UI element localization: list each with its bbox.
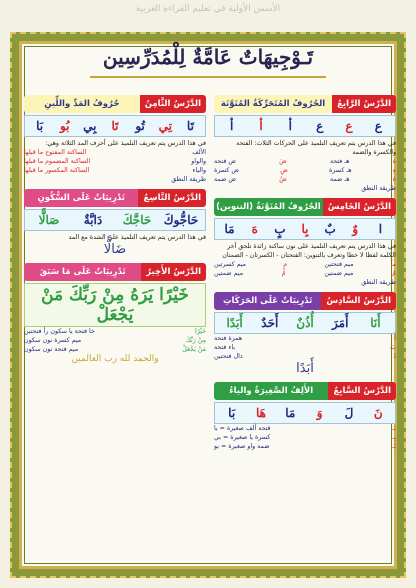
lesson-last-row	[24, 345, 206, 354]
letter: حَاجُّوكَ	[163, 213, 199, 227]
letter: هَا	[256, 406, 266, 420]
row-cell: هُ	[392, 176, 396, 183]
row-cell: همزة فتحة	[214, 335, 243, 342]
row-cell: ميم فتحتين	[324, 261, 354, 268]
letter: دَابَّةٌ	[83, 213, 103, 227]
lesson-9-letters	[24, 209, 206, 231]
lesson-9-name: تَدْرِيبَاتٌ عَلَى السُّكُونِ	[24, 189, 138, 207]
lesson-6-row	[214, 343, 396, 352]
letter: تَا	[111, 119, 119, 133]
row-cell: ميم ضمتين	[324, 270, 354, 277]
row-cell: الألف	[192, 149, 206, 156]
letter: بٌ	[324, 222, 336, 236]
row-cell: ض ضمة	[214, 176, 237, 183]
lesson-5	[214, 198, 396, 286]
row-cell: مٌ	[281, 270, 286, 277]
row-cell: ميم فتحة نون سكون	[24, 346, 79, 353]
letter: تَا	[186, 119, 194, 133]
letter: بِا	[301, 222, 309, 236]
row-cell: مٍ	[283, 261, 288, 268]
letter: أَحَدٌ	[261, 316, 279, 330]
letter: تِي	[158, 119, 172, 133]
lesson-5-header	[214, 198, 396, 216]
letter: لَ	[344, 406, 354, 420]
row-cell: هِ	[392, 167, 396, 174]
letter: بَا	[228, 406, 236, 420]
letter: تُو	[135, 119, 145, 133]
lesson-7-row	[214, 442, 396, 451]
lesson-last-header	[24, 263, 206, 281]
lesson-4-letters	[214, 115, 396, 137]
lesson-8-row	[24, 148, 206, 157]
lesson-4-method: طريقة النطق	[361, 185, 396, 192]
lesson-4-number: الدَّرْسُ الرَّابِعُ	[332, 95, 396, 113]
row-cell: ميم كسرة نون سكون	[24, 337, 82, 344]
letter: مَا	[285, 406, 296, 420]
lesson-7-row	[214, 424, 396, 433]
lesson-6	[214, 292, 396, 376]
letter: وَ	[316, 406, 323, 420]
row-cell: مَنْ يَجْعَلْ	[182, 346, 206, 353]
row-cell: باء فتحة	[214, 344, 235, 351]
row-cell: بُـ	[392, 443, 396, 450]
lesson-last	[24, 263, 206, 364]
row-cell: هـ ضمة	[329, 176, 350, 183]
left-column	[24, 95, 206, 561]
letter: أَنَا	[370, 316, 381, 330]
lesson-7-name: الأَلِفُ الصَّغِيرَةُ والياءُ	[214, 382, 328, 400]
row-cell: خا فتحة يا سكون رأ فتحتين	[24, 328, 95, 335]
row-cell: ميم ضمتين	[214, 270, 244, 277]
lesson-7-letters	[214, 402, 396, 424]
letter: بُو	[59, 119, 70, 133]
lesson-last-row	[24, 327, 206, 336]
letter: مَا	[224, 222, 235, 236]
row-cell: فتحة ألف صغيرة = با	[214, 425, 271, 432]
lesson-4-header	[214, 95, 396, 113]
letter: وٌ	[352, 222, 359, 236]
lesson-8-row	[24, 166, 206, 175]
letter: أ	[229, 119, 234, 133]
lesson-9	[24, 189, 206, 257]
letter: نَ	[373, 406, 383, 420]
lesson-6-row	[214, 334, 396, 343]
right-column	[214, 95, 396, 561]
lesson-8-method: طريقة النطق	[171, 176, 206, 183]
row-cell: الساكنة المكسور ما قبلها	[24, 167, 90, 174]
lesson-6-example: أَبَدًا	[296, 361, 314, 376]
row-cell: الساكنة المفتوح ما قبلها	[24, 149, 87, 156]
header-ghost-text: الأسس الأولية في تعليم القراءة العربية	[135, 4, 281, 14]
lesson-5-name: الحُرُوفُ المُنَوَّنَةُ (التنوين)	[214, 198, 323, 216]
lesson-4-row	[214, 175, 396, 184]
row-cell: بِـ	[392, 434, 396, 441]
row-cell: والواو	[191, 158, 206, 165]
lesson-7-number: الدَّرْسُ السَّابِعُ	[328, 382, 396, 400]
row-cell: ض فتحة	[214, 158, 236, 165]
lesson-4-row	[214, 157, 396, 166]
lesson-4	[214, 95, 396, 192]
lesson-9-number: الدَّرْسُ التَّاسِعُ	[138, 189, 206, 207]
lesson-4-name: الحُرُوفُ المُتَحَرِّكَةُ المُنَوَّنَة	[214, 95, 332, 113]
lesson-8-header	[24, 95, 206, 113]
letter: ع	[345, 119, 353, 133]
lesson-8-text: في هذا الدرس يتم تعريف التلميذ على أحرف المد الثلاثة وهي:	[45, 140, 206, 147]
letter: ع	[316, 119, 324, 133]
letter: بَا	[36, 119, 44, 133]
lesson-8-row	[24, 157, 206, 166]
page-title: تَـوْجِيهَاتٌ عَامَّةٌ لِلْمُدَرِّسِين	[102, 45, 314, 69]
row-cell: مِنْ رَبِّكَ	[185, 337, 206, 344]
row-cell: أَ	[394, 335, 396, 342]
lesson-5-row	[214, 260, 396, 269]
lesson-8-number: الدَّرْسُ الثَّامِنُ	[140, 95, 206, 113]
lesson-6-name: تَدْرِيبَاتٌ عَلَى الحَرَكَاتِ	[214, 292, 321, 310]
row-cell: ض كسرة	[214, 167, 240, 174]
lesson-6-number: الدَّرْسُ السَّادِسُ	[321, 292, 396, 310]
letter: بِي	[83, 119, 97, 133]
row-cell: ضَ	[279, 158, 287, 165]
row-cell: هـ كسرة	[328, 167, 352, 174]
row-cell: هـ فتحة	[329, 158, 350, 165]
letter: بٍ	[274, 222, 286, 236]
lesson-4-text: في هذا الدرس يتم تعريف التلميذ على الحركات الثلاث: الفتحة والكسرة والضمة	[236, 140, 396, 156]
lesson-8-letters	[24, 115, 206, 137]
letter: حَاجَّكَ	[122, 213, 152, 227]
letter: أَمَرَ	[332, 316, 349, 330]
closing-phrase: والحمد لله رب العالمين	[71, 354, 159, 364]
letter: صَالًّا	[38, 213, 60, 227]
row-cell: ضِ	[280, 167, 288, 174]
lesson-4-row	[214, 166, 396, 175]
lesson-5-method: طريقة النطق	[361, 279, 396, 286]
lesson-last-name: تَدْرِيبَاتٌ عَلَى مَا سَبَقَ	[24, 263, 141, 281]
lesson-9-header	[24, 189, 206, 207]
letter: أُذُنٌ	[296, 316, 314, 330]
row-cell: هَ	[392, 158, 396, 165]
row-cell: ماً	[390, 261, 396, 268]
row-cell: ضمة واو صغيرة = بو	[214, 443, 270, 450]
row-cell: خَيْرًا	[194, 328, 206, 335]
row-cell: ضُ	[279, 176, 287, 183]
row-cell: دً	[393, 353, 396, 360]
lesson-9-example: ضَالًّا	[103, 242, 127, 257]
lesson-6-header	[214, 292, 396, 310]
lesson-8	[24, 95, 206, 183]
letter: هَ	[251, 222, 258, 236]
row-cell: الساكنة المضموم ما قبلها	[24, 158, 91, 165]
letter: أَبَدًا	[226, 316, 243, 330]
lesson-8-name: حُرُوفُ المَدِّ واللِّينِ	[24, 95, 140, 113]
row-cell: كسرة يا صغيرة = بي	[214, 434, 271, 441]
row-cell: ميم كسرتين	[214, 261, 247, 268]
lesson-5-letters	[214, 218, 396, 240]
lesson-5-number: الدَّرْسُ الخَامِسُ	[323, 198, 396, 216]
letter: أ	[288, 119, 292, 133]
row-cell: بَـ	[392, 425, 396, 432]
row-cell: مٌ	[392, 270, 396, 277]
lesson-5-row	[214, 269, 396, 278]
lesson-7-header	[214, 382, 396, 400]
letter: أ	[259, 119, 263, 133]
lesson-last-number: الدَّرْسُ الأَخِيرُ	[141, 263, 206, 281]
lesson-6-letters	[214, 312, 396, 334]
row-cell: بَ	[390, 344, 396, 351]
lesson-6-row	[214, 352, 396, 361]
lesson-9-text: في هذا الدرس يتم تعريف التلميذ على الشدة مع المد	[68, 234, 206, 241]
lesson-last-example: خَيْرًا يَرَهُ مِنْ رَبِّكَ مَنْ يَجْعَلْ	[24, 283, 206, 327]
lesson-7	[214, 382, 396, 451]
lesson-7-row	[214, 433, 396, 442]
row-cell: دال فتحتين	[214, 353, 243, 360]
title-underline	[90, 76, 326, 78]
letter: ع	[374, 119, 382, 133]
row-cell: والياء	[192, 167, 206, 174]
letter: ا	[378, 222, 383, 236]
lesson-last-row	[24, 336, 206, 345]
lesson-5-text: في هذا الدرس يتم تعريف التلميذ على نون ساكنة زائدة تلحق آخر الكلمة لفظا لا خطا وتعرف بالتنوين: الفتحتان - الكسرتان - الضمتان	[222, 243, 396, 259]
